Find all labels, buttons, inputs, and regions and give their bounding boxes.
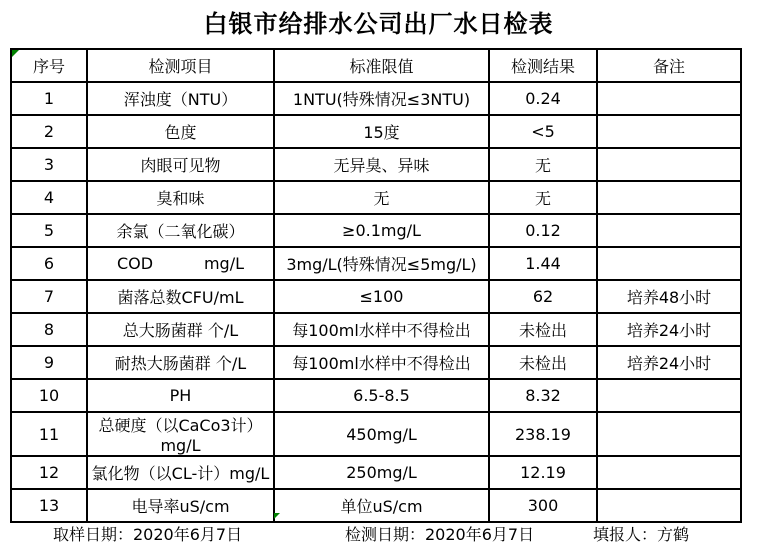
row-number: 12 xyxy=(11,456,87,489)
table-row xyxy=(11,214,741,247)
test-item: 菌落总数CFU/mL xyxy=(87,280,274,313)
test-result: 300 xyxy=(489,489,597,522)
standard-limit: 1NTU(特殊情况≤3NTU) xyxy=(274,82,489,115)
test-item: 电导率uS/cm xyxy=(87,489,274,522)
test-item: 臭和味 xyxy=(87,181,274,214)
header-result: 检测结果 xyxy=(489,49,597,82)
standard-limit: 单位uS/cm xyxy=(274,489,489,522)
remark xyxy=(597,82,741,115)
test-result: 0.24 xyxy=(489,82,597,115)
table-row xyxy=(11,247,741,280)
remark: 培养24小时 xyxy=(597,313,741,346)
table-row xyxy=(11,148,741,181)
standard-limit: 15度 xyxy=(274,115,489,148)
standard-limit: ≥0.1mg/L xyxy=(274,214,489,247)
table-row xyxy=(11,313,741,346)
test-result: <5 xyxy=(489,115,597,148)
test-result: 未检出 xyxy=(489,346,597,379)
remark xyxy=(597,489,741,522)
row-number: 11 xyxy=(11,412,87,456)
standard-limit: 250mg/L xyxy=(274,456,489,489)
standard-limit: 无异臭、异味 xyxy=(274,148,489,181)
row-number: 10 xyxy=(11,379,87,412)
remark xyxy=(597,181,741,214)
test-result: 无 xyxy=(489,181,597,214)
table-row xyxy=(11,379,741,412)
test-result: 62 xyxy=(489,280,597,313)
cell-error-marker-icon xyxy=(12,50,19,57)
test-result: 8.32 xyxy=(489,379,597,412)
row-number: 9 xyxy=(11,346,87,379)
inspection-table xyxy=(10,48,742,523)
table-row xyxy=(11,346,741,379)
test-result: 未检出 xyxy=(489,313,597,346)
row-number: 8 xyxy=(11,313,87,346)
row-number: 4 xyxy=(11,181,87,214)
test-item: COD mg/L xyxy=(87,247,274,280)
remark xyxy=(597,247,741,280)
row-number: 2 xyxy=(11,115,87,148)
test-item: 总硬度（以CaCo3计）mg/L xyxy=(87,412,274,456)
test-result: 1.44 xyxy=(489,247,597,280)
sample-date: 取样日期：2020年6月7日 xyxy=(53,525,243,544)
test-date: 检测日期：2020年6月7日 xyxy=(345,525,535,544)
standard-limit: 无 xyxy=(274,181,489,214)
row-number: 1 xyxy=(11,82,87,115)
test-item: 色度 xyxy=(87,115,274,148)
test-item: 浑浊度（NTU） xyxy=(87,82,274,115)
test-item: 耐热大肠菌群 个/L xyxy=(87,346,274,379)
row-number: 7 xyxy=(11,280,87,313)
standard-limit: 每100ml水样中不得检出 xyxy=(274,346,489,379)
table-row xyxy=(11,115,741,148)
standard-limit: 3mg/L(特殊情况≤5mg/L) xyxy=(274,247,489,280)
test-result: 无 xyxy=(489,148,597,181)
test-item: PH xyxy=(87,379,274,412)
header-no: 序号 xyxy=(11,49,87,82)
row-number: 6 xyxy=(11,247,87,280)
remark: 培养48小时 xyxy=(597,280,741,313)
header-limit: 标准限值 xyxy=(274,49,489,82)
test-item: 肉眼可见物 xyxy=(87,148,274,181)
remark xyxy=(597,115,741,148)
test-result: 238.19 xyxy=(489,412,597,456)
row-number: 5 xyxy=(11,214,87,247)
header-note: 备注 xyxy=(597,49,741,82)
row-number: 13 xyxy=(11,489,87,522)
standard-limit: ≤100 xyxy=(274,280,489,313)
cell-error-marker-icon xyxy=(274,513,280,519)
header-row xyxy=(11,49,741,82)
table-row xyxy=(11,489,741,522)
remark xyxy=(597,456,741,489)
test-item: 氯化物（以CL-计）mg/L xyxy=(87,456,274,489)
table-row xyxy=(11,412,741,456)
standard-limit: 6.5-8.5 xyxy=(274,379,489,412)
page-title: 白银市给排水公司出厂水日检表 xyxy=(203,10,554,38)
test-item: 总大肠菌群 个/L xyxy=(87,313,274,346)
row-number: 3 xyxy=(11,148,87,181)
remark xyxy=(597,379,741,412)
table-row xyxy=(11,456,741,489)
reporter: 填报人：方鹤 xyxy=(593,525,690,544)
remark xyxy=(597,412,741,456)
test-item: 余氯（二氧化碳） xyxy=(87,214,274,247)
remark: 培养24小时 xyxy=(597,346,741,379)
remark xyxy=(597,214,741,247)
standard-limit: 每100ml水样中不得检出 xyxy=(274,313,489,346)
table-row xyxy=(11,82,741,115)
test-result: 0.12 xyxy=(489,214,597,247)
header-item: 检测项目 xyxy=(87,49,274,82)
test-result: 12.19 xyxy=(489,456,597,489)
table-row xyxy=(11,280,741,313)
remark xyxy=(597,148,741,181)
standard-limit: 450mg/L xyxy=(274,412,489,456)
table-row xyxy=(11,181,741,214)
